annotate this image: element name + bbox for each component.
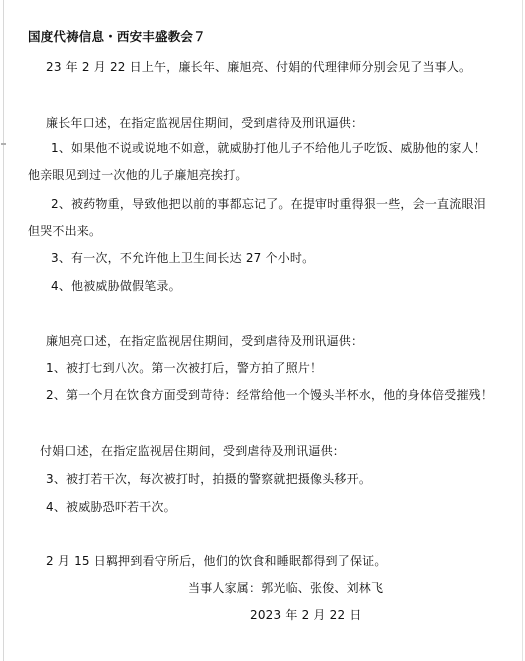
margin-marker bbox=[1, 143, 6, 145]
right-page-border bbox=[522, 0, 523, 661]
section1-heading: 廉长年口述，在指定监视居住期间，受到虐待及刑讯逼供： bbox=[46, 116, 364, 130]
section3-item4: 4、被威胁恐吓若干次。 bbox=[46, 500, 176, 514]
intro-paragraph: 23 年 2 月 22 日上午，廉长年、廉旭亮、付娟的代理律师分别会见了当事人。 bbox=[46, 60, 472, 74]
document-title: 国度代祷信息・西安丰盛教会７ bbox=[28, 29, 206, 44]
section1-item3: 3、有一次，不允许他上卫生间长达 27 个小时。 bbox=[51, 251, 315, 265]
section1-item4: 4、他被威胁做假笔录。 bbox=[51, 279, 181, 293]
left-page-border bbox=[3, 0, 4, 661]
document-date: 2023 年 2 月 22 日 bbox=[250, 608, 362, 622]
section2-item2: 2、第一个月在饮食方面受到苛待：经常给他一个馒头半杯水，他的身体倍受摧残！ bbox=[46, 388, 494, 402]
closing-paragraph: 2 月 15 日羁押到看守所后，他们的饮食和睡眠都得到了保证。 bbox=[46, 554, 387, 568]
section1-item1-line2: 他亲眼见到过一次他的儿子廉旭亮挨打。 bbox=[28, 168, 248, 182]
section2-item1: 1、被打七到八次。第一次被打后，警方拍了照片！ bbox=[46, 361, 323, 375]
section1-item2-line2: 但哭不出来。 bbox=[28, 224, 102, 238]
section3-item3: 3、被打若干次，每次被打时，拍摄的警察就把摄像头移开。 bbox=[46, 472, 372, 486]
section1-item2-line1: 2、被药物重，导致他把以前的事都忘记了。在提审时重得狠一些，会一直流眼泪 bbox=[51, 197, 486, 211]
section3-heading: 付娟口述，在指定监视居住期间，受到虐待及刑讯逼供： bbox=[40, 444, 346, 458]
family-signature: 当事人家属：郭光临、张俊、刘林飞 bbox=[188, 581, 384, 595]
section1-item1-line1: 1、如果他不说或说地不如意，就威胁打他儿子不给他儿子吃饭、威胁他的家人！ bbox=[51, 141, 486, 155]
section2-heading: 廉旭亮口述，在指定监视居住期间，受到虐待及刑讯逼供： bbox=[46, 334, 364, 348]
